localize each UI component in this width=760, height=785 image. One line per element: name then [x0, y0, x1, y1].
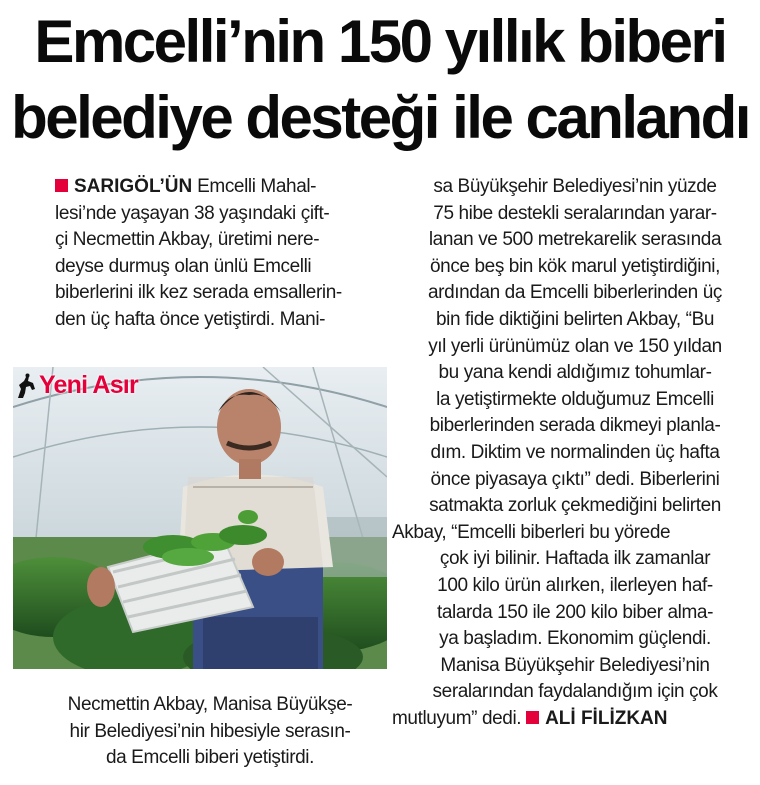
article-line: dım. Diktim ve normalinden üç hafta: [430, 441, 720, 463]
article-line: çok iyi bilinir. Haftada ilk zamanlar: [439, 548, 711, 570]
article-line: seralarından faydalandığım için çok: [432, 681, 718, 703]
article-line: [55, 174, 375, 201]
caption-line: da Emcelli biberi yetiştirdi.: [105, 747, 315, 769]
newspaper-logo: [15, 371, 138, 400]
article-text: Emcelli Mahal-: [197, 176, 317, 197]
article-line: 100 kilo ürün alırken, ilerleyen haf-: [437, 574, 713, 596]
article-text: mutluyum” dedi.: [392, 707, 522, 729]
article-line: ya başladım. Ekonomim güçlendi.: [439, 628, 711, 650]
article-line: sa Büyükşehir Belediyesi’nin yüzde: [433, 176, 717, 197]
article-column-left: [55, 174, 375, 334]
horse-rider-icon: [15, 373, 39, 399]
logo-text: Yeni Asır: [39, 371, 138, 399]
caption-line: hir Belediyesi’nin hibesiyle serasın-: [69, 720, 351, 742]
farmer-greenhouse-photo: [13, 367, 387, 669]
photo-caption: [30, 692, 390, 772]
headline: [8, 4, 752, 156]
article-line: lesi’nde yaşayan 38 yaşındaki çift-: [55, 202, 330, 224]
article-line: Akbay, “Emcelli biberleri bu yörede: [392, 521, 671, 543]
article-photo: [13, 367, 387, 669]
red-square-icon: [55, 179, 68, 192]
article-line: 75 hibe destekli seralarından yarar-: [433, 202, 717, 224]
article-line: bin fide diktiğini belirten Akbay, “Bu: [435, 308, 715, 330]
article-line: yıl yerli ürünümüz olan ve 150 yıldan: [428, 335, 722, 357]
article-line: biberlerini ilk kez serada emsallerin-: [55, 282, 342, 304]
author-byline: ALİ FİLİZKAN: [545, 707, 668, 729]
article-kicker: SARIGÖL’ÜN: [74, 176, 193, 197]
red-square-icon: [526, 711, 539, 724]
article-line: deyse durmuş olan ünlü Emcelli: [55, 255, 312, 277]
article-line: lanan ve 500 metrekarelik serasında: [428, 229, 722, 251]
article-line: biberlerinden serada dikmeyi planla-: [429, 415, 721, 437]
article-line: satmakta zorluk çekmediğini belirten: [429, 495, 721, 517]
article-line: [392, 706, 758, 733]
article-line: talarda 150 ile 200 kilo biber alma-: [436, 601, 714, 623]
article-line: bu yana kendi aldığımız tohumlar-: [438, 362, 712, 384]
headline-line: Emcelli’nin 150 yıllık biberi: [34, 8, 726, 75]
article-line: ardından da Emcelli biberlerinden üç: [427, 282, 722, 304]
article-line: den üç hafta önce yetiştirdi. Mani-: [55, 308, 326, 330]
article-line: önce piyasaya çıktı” dedi. Biberlerini: [430, 468, 720, 490]
caption-line: Necmettin Akbay, Manisa Büyükşe-: [67, 694, 353, 715]
article-line: önce beş bin kök marul yetiştirdiğini,: [430, 255, 720, 277]
article-line: la yetiştirmekte olduğumuz Emcelli: [436, 388, 714, 410]
article-column-right: [392, 174, 758, 732]
article-line: çi Necmettin Akbay, üretimi nere-: [55, 229, 320, 251]
headline-line: belediye desteği ile canlandı: [11, 84, 749, 151]
article-line: Manisa Büyükşehir Belediyesi’nin: [440, 654, 710, 676]
